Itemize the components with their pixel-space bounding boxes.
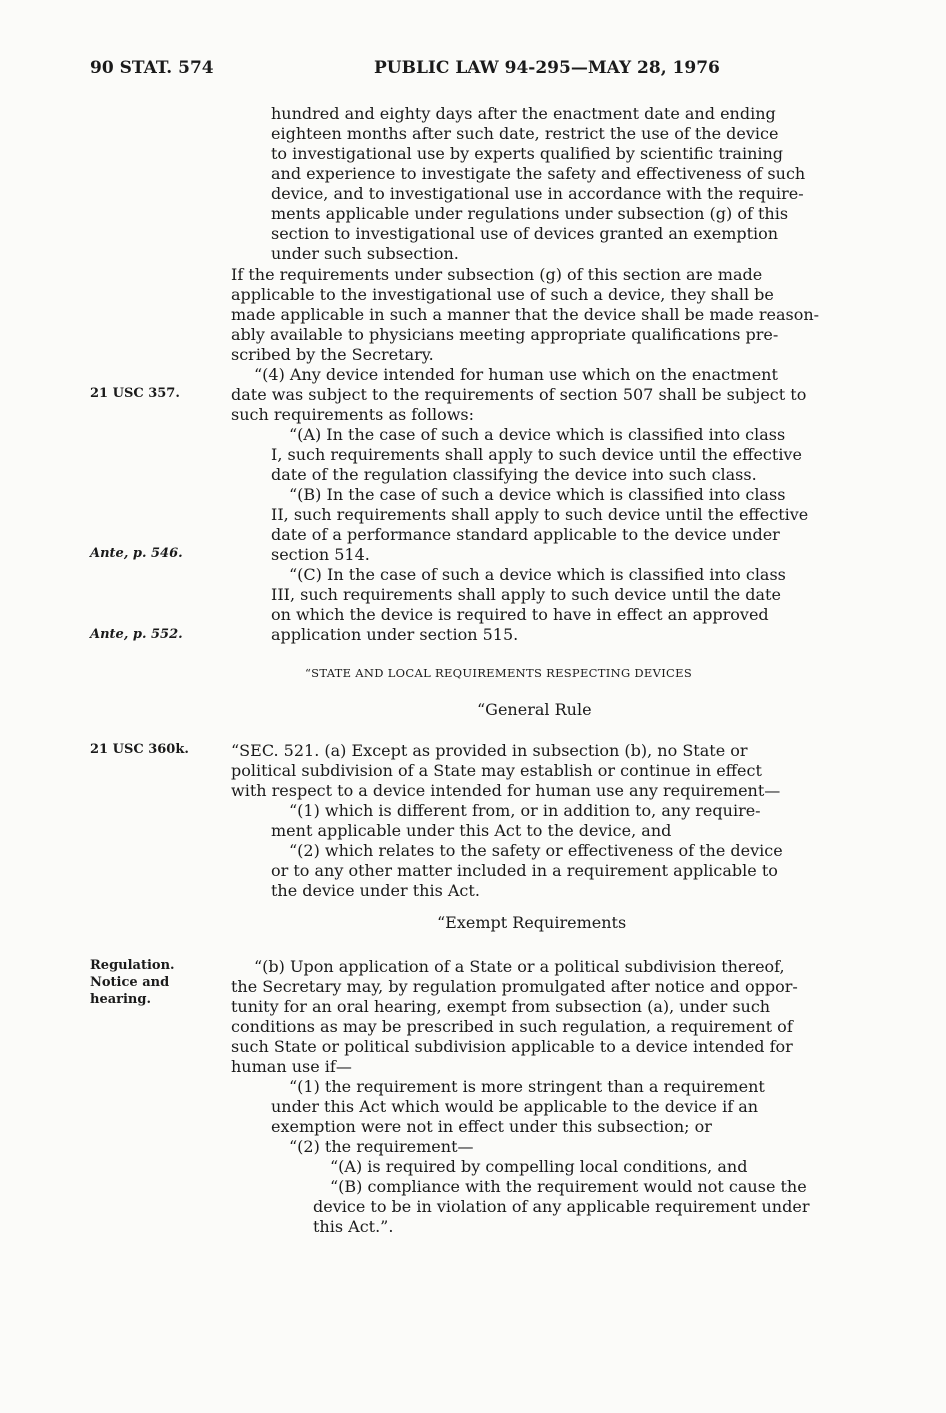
text-line: human use if— <box>231 1057 352 1076</box>
margin-note-regulation: Regulation. <box>90 958 175 973</box>
margin-note-ante-546-text: Ante, p. 546. <box>90 546 183 561</box>
text-line: with respect to a device intended for human use any requirement— <box>231 781 781 800</box>
text-line: “(A) is required by compelling local conditions, and <box>330 1157 748 1176</box>
text-line: tunity for an oral hearing, exempt from subsection (a), under such <box>231 997 771 1016</box>
margin-note-21-usc-360k: 21 USC 360k. <box>90 742 189 757</box>
stat-page-number: 90 STAT. 574 <box>90 58 214 78</box>
text-line: II, such requirements shall apply to such device until the effective <box>271 505 809 524</box>
text-line: “(C) In the case of such a device which is classified into class <box>289 565 786 584</box>
margin-note-ante-552-text: Ante, p. 552. <box>90 627 183 642</box>
text-line: and experience to investigate the safety and effectiveness of such <box>271 164 806 183</box>
text-line: scribed by the Secretary. <box>231 345 434 364</box>
text-line: III, such requirements shall apply to such device until the date <box>271 585 781 604</box>
text-line: device to be in violation of any applicable requirement under <box>313 1197 810 1216</box>
text-line: “(B) compliance with the requirement would not cause the <box>330 1177 807 1196</box>
text-line: made applicable in such a manner that the device shall be made reason- <box>231 305 820 324</box>
margin-note-ante-546 <box>90 545 183 562</box>
margin-note-ante-552 <box>90 626 183 643</box>
text-line: the device under this Act. <box>271 881 480 900</box>
text-line: this Act.”. <box>313 1217 394 1236</box>
text-line: ment applicable under this Act to the device, and <box>271 821 672 840</box>
text-line: I, such requirements shall apply to such device until the effective <box>271 445 802 464</box>
text-line: section 514. <box>271 545 370 564</box>
text-line: If the requirements under subsection (g) of this section are made <box>231 265 763 284</box>
text-line: hundred and eighty days after the enactment date and ending <box>271 104 776 123</box>
text-line: eighteen months after such date, restrict the use of the device <box>271 124 779 143</box>
margin-note-21-usc-357: 21 USC 357. <box>90 386 180 401</box>
text-line: date of the regulation classifying the device into such class. <box>271 465 757 484</box>
text-line: “(2) the requirement— <box>289 1137 474 1156</box>
text-line: “SEC. 521. (a) Except as provided in subsection (b), no State or <box>231 741 748 760</box>
text-line: such requirements as follows: <box>231 405 474 424</box>
text-line: the Secretary may, by regulation promulgated after notice and oppor- <box>231 977 798 996</box>
running-title: PUBLIC LAW 94-295—MAY 28, 1976 <box>374 58 720 78</box>
text-line: under such subsection. <box>271 244 459 263</box>
text-line: date of a performance standard applicable to the device under <box>271 525 780 544</box>
text-line: “(2) which relates to the safety or effectiveness of the device <box>289 841 783 860</box>
text-line: “(b) Upon application of a State or a political subdivision thereof, <box>254 957 785 976</box>
text-line: ably available to physicians meeting appropriate qualifications pre- <box>231 325 779 344</box>
text-line: on which the device is required to have in effect an approved <box>271 605 769 624</box>
subheading-general-rule: “General Rule <box>477 700 592 719</box>
text-line: applicable to the investigational use of such a device, they shall be <box>231 285 774 304</box>
text-line: “(B) In the case of such a device which is classified into class <box>289 485 786 504</box>
text-line: “(A) In the case of such a device which is classified into class <box>289 425 786 444</box>
text-line: conditions as may be prescribed in such regulation, a requirement of <box>231 1017 793 1036</box>
margin-note-hearing: hearing. <box>90 992 152 1007</box>
section-heading-state-local: “STATE AND LOCAL REQUIREMENTS RESPECTING DEVICES <box>305 666 693 680</box>
text-line: to investigational use by experts qualified by scientific training <box>271 144 784 163</box>
subheading-exempt-requirements: “Exempt Requirements <box>437 913 627 932</box>
text-line: exemption were not in effect under this subsection; or <box>271 1117 712 1136</box>
text-line: “(4) Any device intended for human use which on the enactment <box>254 365 778 384</box>
text-line: “(1) the requirement is more stringent than a requirement <box>289 1077 765 1096</box>
text-line: ments applicable under regulations under subsection (g) of this <box>271 204 789 223</box>
margin-note-notice-and: Notice and <box>90 975 170 990</box>
text-line: section to investigational use of devices granted an exemption <box>271 224 779 243</box>
text-line: “(1) which is different from, or in addition to, any require- <box>289 801 761 820</box>
text-line: or to any other matter included in a requirement applicable to <box>271 861 778 880</box>
text-line: such State or political subdivision applicable to a device intended for <box>231 1037 793 1056</box>
text-line: device, and to investigational use in accordance with the require- <box>271 184 804 203</box>
text-line: date was subject to the requirements of section 507 shall be subject to <box>231 385 807 404</box>
text-line: political subdivision of a State may establish or continue in effect <box>231 761 762 780</box>
text-line: application under section 515. <box>271 625 519 644</box>
text-line: under this Act which would be applicable to the device if an <box>271 1097 759 1116</box>
